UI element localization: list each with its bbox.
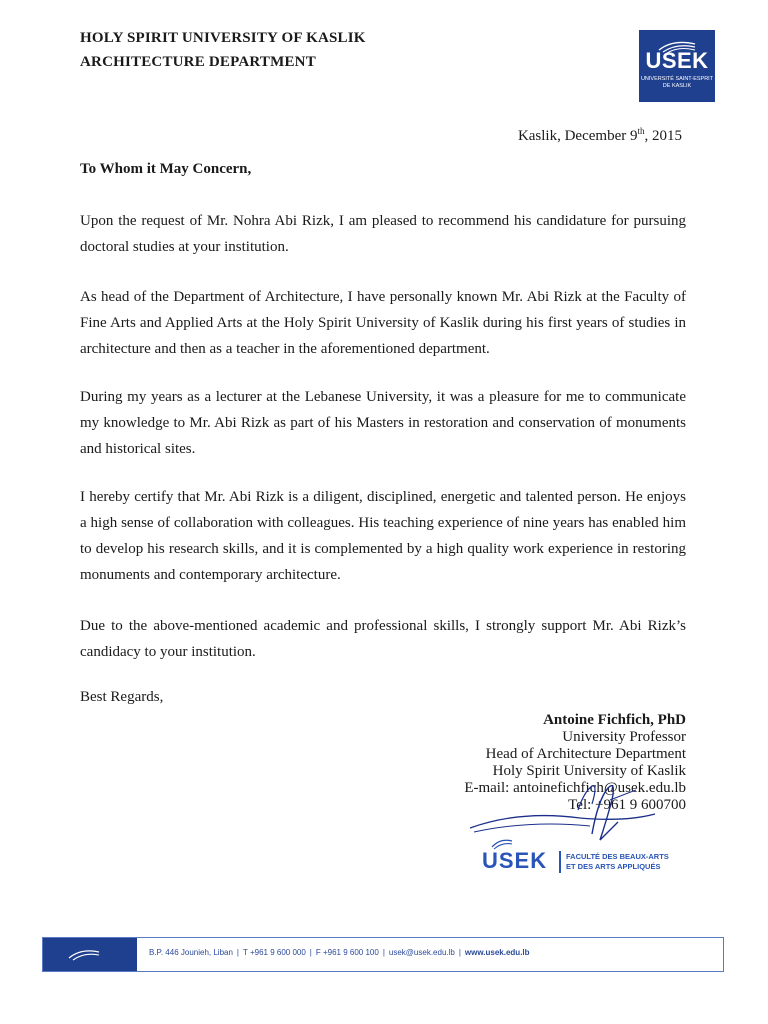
signatory-name: Antoine Fichfich, PhD <box>543 712 686 728</box>
letterhead <box>80 26 366 74</box>
footer-fax: F +961 9 600 100 <box>315 948 379 957</box>
salutation: To Whom it May Concern, <box>80 161 252 177</box>
logo-wordmark: USEK <box>645 48 709 73</box>
paragraph-background: As head of the Department of Architecture, I have personally known Mr. Abi Rizk at the Faculty of Fine Arts and Applied Arts at the Holy Spirit University of Kaslik during his first years of studies in architecture and then as a teacher in the aforementioned department. <box>80 289 686 357</box>
footer-address: B.P. 446 Jounieh, Liban <box>149 948 233 957</box>
signatory-role: Head of Architecture Department <box>485 746 686 762</box>
footer-wing-icon <box>65 947 101 961</box>
university-name: HOLY SPIRIT UNIVERSITY OF KASLIK <box>80 30 366 46</box>
logo-subtitle: UNIVERSITÉ SAINT-ESPRIT DE KASLIK <box>640 76 714 89</box>
stamp-faculty-name: FACULTÉ DES BEAUX-ARTS ET DES ARTS APPLIQUÉS <box>566 852 669 871</box>
footer-bar <box>42 937 724 972</box>
closing: Best Regards, <box>80 689 164 705</box>
signatory-institution: Holy Spirit University of Kaslik <box>492 763 686 779</box>
signatory-title: University Professor <box>562 729 686 745</box>
paragraph-support: Due to the above-mentioned academic and professional skills, I strongly support Mr. Abi Rizk’s candidacy to your institution. <box>80 618 686 660</box>
signatory-phone: Tel: +961 9 600700 <box>568 797 686 813</box>
faculty-stamp <box>482 834 682 880</box>
paragraph-certification: I hereby certify that Mr. Abi Rizk is a diligent, disciplined, energetic and talented person. He enjoys a high sense of collaboration with colleagues. His teaching experience of nine years has enabled him to develop his research skills, and it is complemented by a high quality work experience in restoring monuments and contemporary architecture. <box>80 489 686 583</box>
stamp-wordmark: USEK <box>482 848 548 873</box>
letter-date: Kaslik, December 9th, 2015 <box>517 126 682 144</box>
footer-logo-box <box>43 938 137 971</box>
footer-email[interactable]: usek@usek.edu.lb <box>388 948 455 957</box>
paragraph-request: Upon the request of Mr. Nohra Abi Rizk, I am pleased to recommend his candidature for pursuing doctoral studies at your institution. <box>80 213 686 255</box>
signatory-email: E-mail: antoinefichfich@usek.edu.lb <box>464 780 686 796</box>
footer-website[interactable]: www.usek.edu.lb <box>464 948 530 957</box>
paragraph-lecturer: During my years as a lecturer at the Lebanese University, it was a pleasure for me to communicate my knowledge to Mr. Abi Rizk as part of his Masters in restoration and conservation of monuments and historical sites. <box>80 389 686 457</box>
footer-phone: T +961 9 600 000 <box>243 948 306 957</box>
stamp-divider <box>559 851 561 873</box>
department-name: ARCHITECTURE DEPARTMENT <box>80 54 316 70</box>
usek-logo <box>639 30 715 102</box>
footer-contact: B.P. 446 Jounieh, Liban | T +961 9 600 000 | F +961 9 600 100 | usek@usek.edu.lb | www.usek.edu.lb <box>149 948 530 957</box>
